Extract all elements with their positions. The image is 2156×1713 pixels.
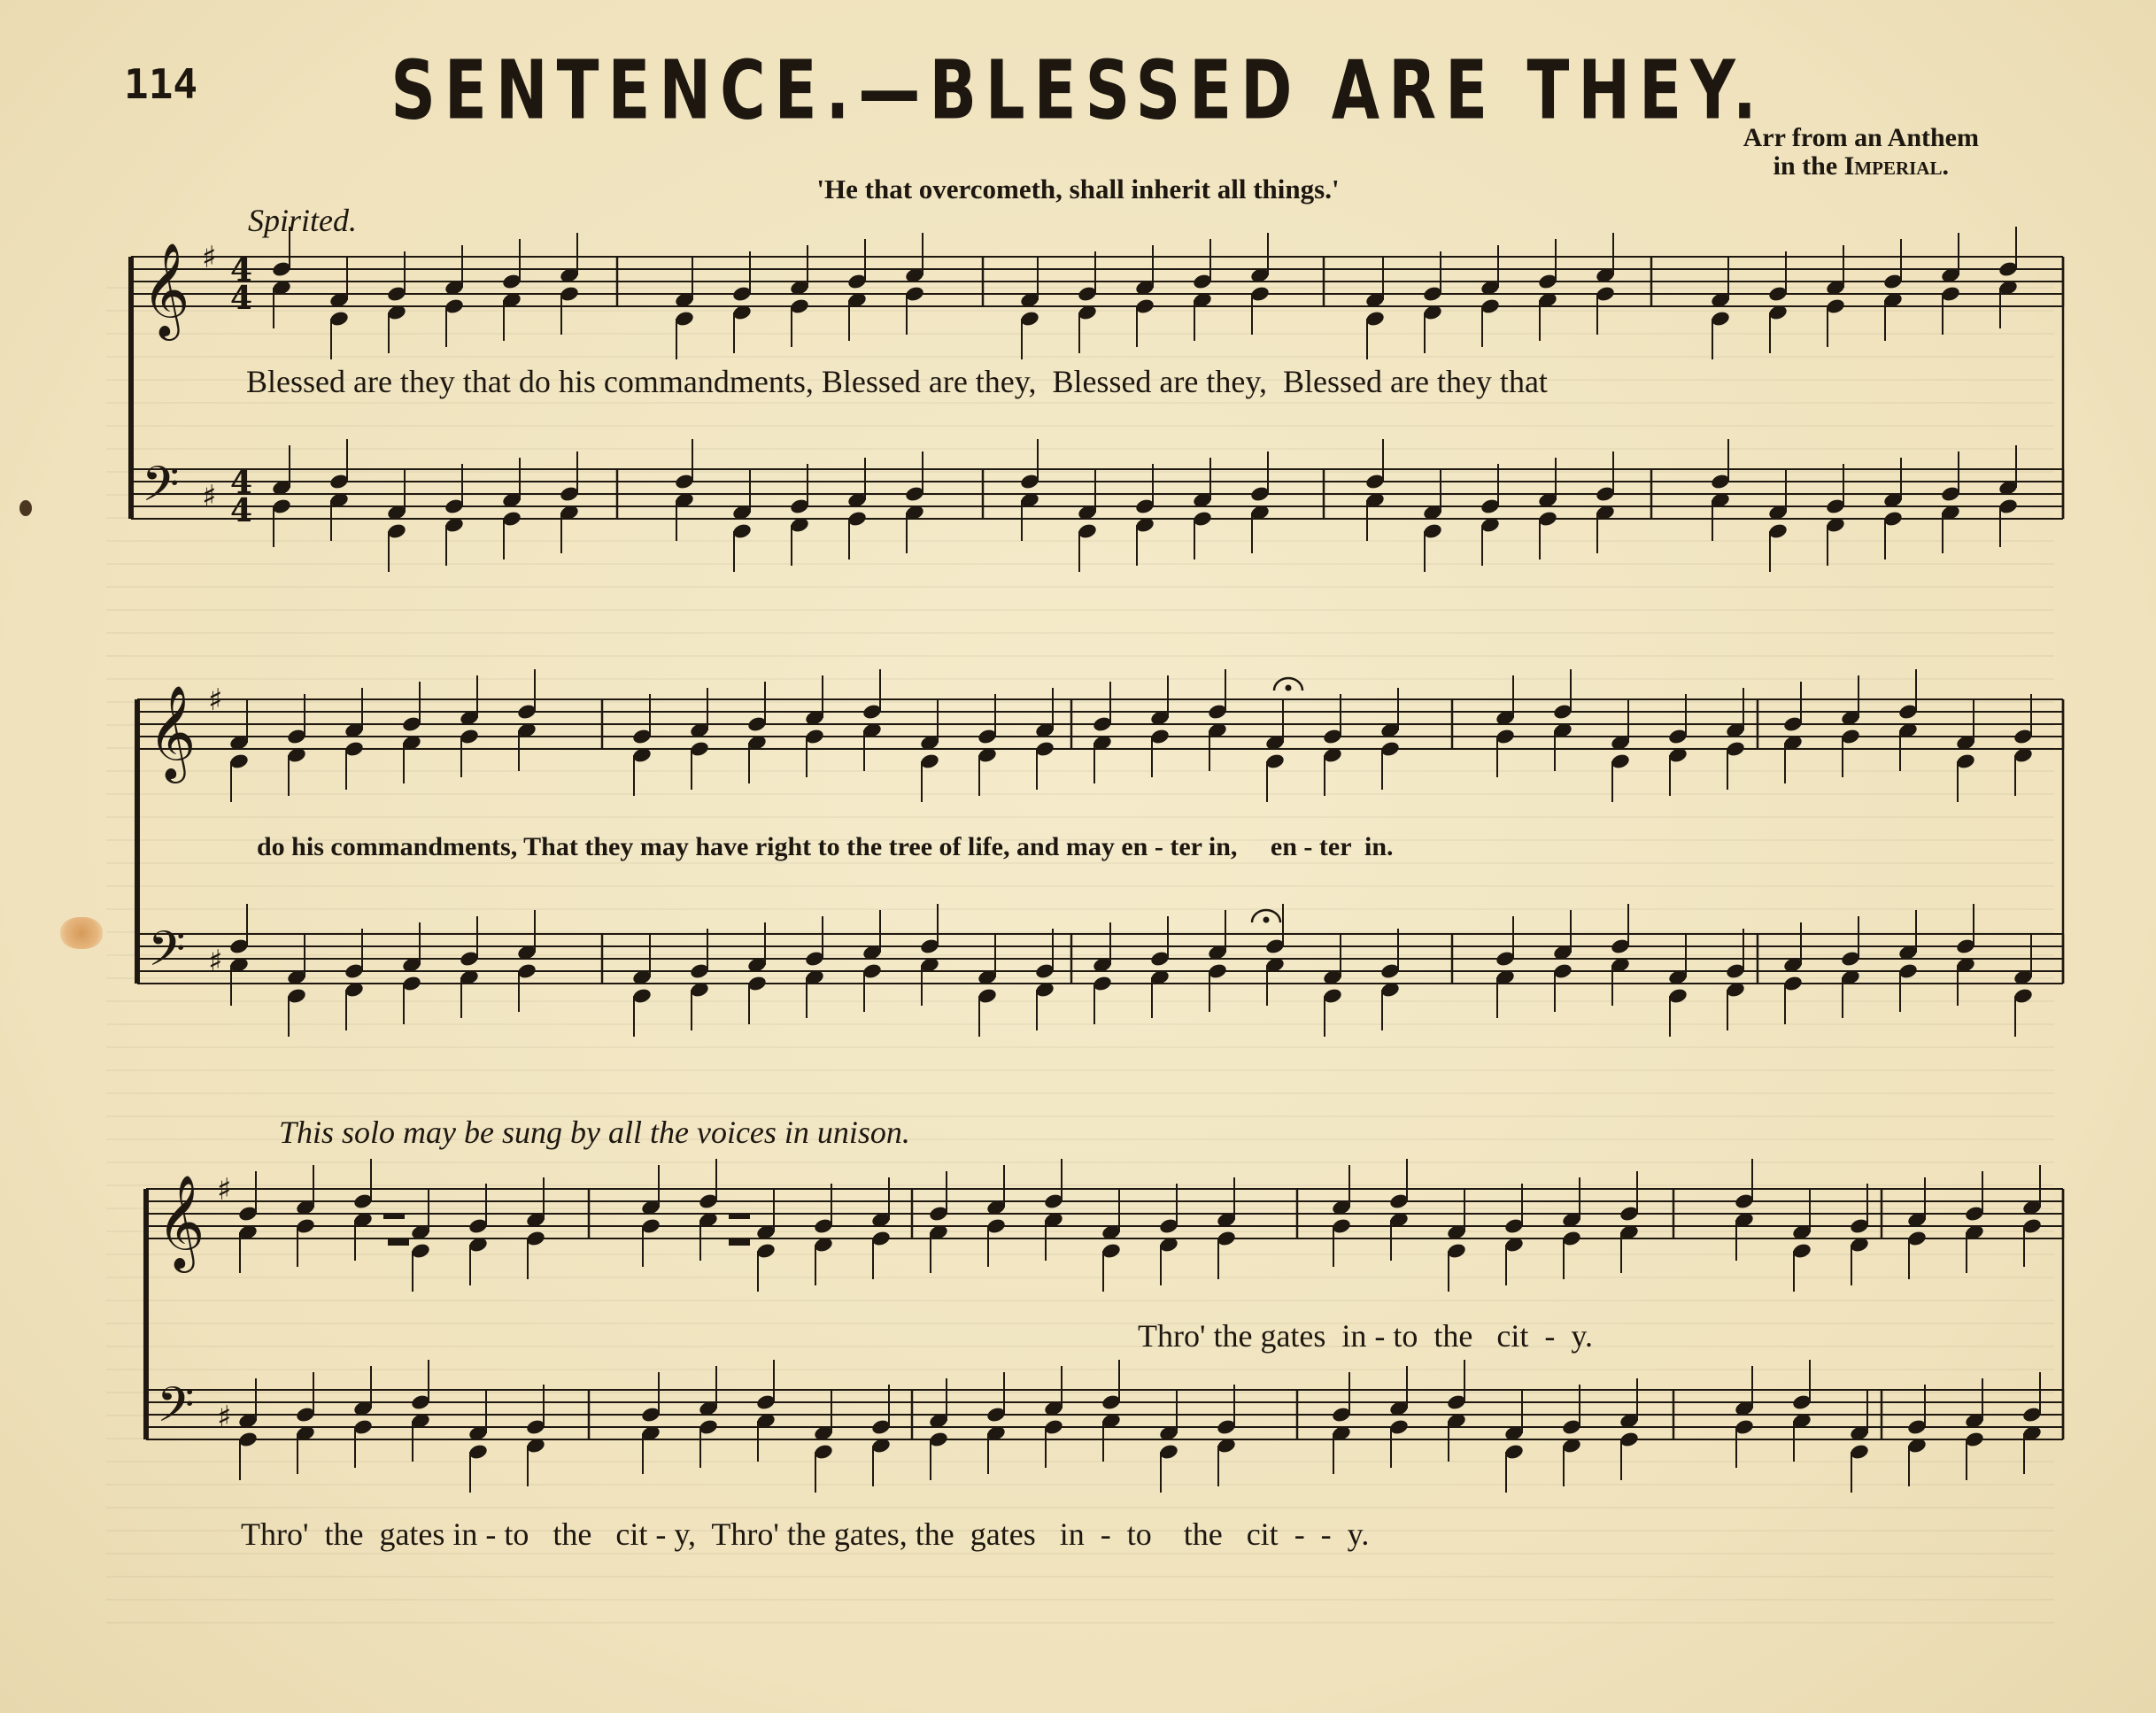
attribution-prefix: in the [1773,151,1844,181]
sharp-key-signature: ♯ [202,479,217,514]
sharp-key-signature: ♯ [217,1172,232,1208]
time-signature-top: 4 [230,464,253,501]
bass-clef: 𝄢 [157,1377,195,1445]
attribution-line-1: Arr from an Anthem [1743,123,1979,152]
time-signature-bottom: 4 [230,280,253,317]
system-3-upper-lyrics: Thro' the gates in - to the cit - y. [1138,1318,1594,1354]
sharp-key-signature: ♯ [208,944,223,979]
system-2-lyrics: do his commandments, That they may have right to the tree of life, and may en - ter in, en - ter in. [257,832,1394,861]
time-signature-bottom: 4 [230,492,253,529]
fermata-dot [1286,685,1292,691]
treble-clef: 𝄞 [157,1174,205,1269]
rest [388,1239,409,1246]
system-1-lyrics: Blessed are they that do his commandments, Blessed are they, Blessed are they, Blessed are they that [246,364,1548,399]
system-3-lower-lyrics: Thro' the gates in - to the cit - y, Thro' the gates, the gates in - to the cit - - y. [241,1516,1370,1552]
sharp-key-signature: ♯ [208,683,223,718]
paper-stain [60,917,103,949]
sharp-key-signature: ♯ [202,240,217,275]
page-number: 114 [124,60,198,108]
solo-instruction: This solo may be sung by all the voices in unison. [279,1115,910,1150]
treble-clef: 𝄞 [148,684,197,779]
ink-spot [19,500,32,516]
epigraph: 'He that overcometh, shall inherit all things.' [816,174,1340,204]
rest [729,1239,750,1246]
page-title: SENTENCE.—BLESSED ARE THEY. [390,43,1766,139]
rest [383,1213,405,1219]
attribution-source: Imperial. [1843,151,1949,181]
sharp-key-signature: ♯ [217,1400,232,1435]
fermata-dot [1263,917,1270,923]
rest [729,1213,750,1219]
treble-clef: 𝄞 [142,242,190,336]
bass-clef: 𝄢 [148,921,186,989]
time-signature-top: 4 [230,251,253,289]
tempo-marking: Spirited. [248,203,357,238]
bass-clef: 𝄢 [142,456,180,524]
